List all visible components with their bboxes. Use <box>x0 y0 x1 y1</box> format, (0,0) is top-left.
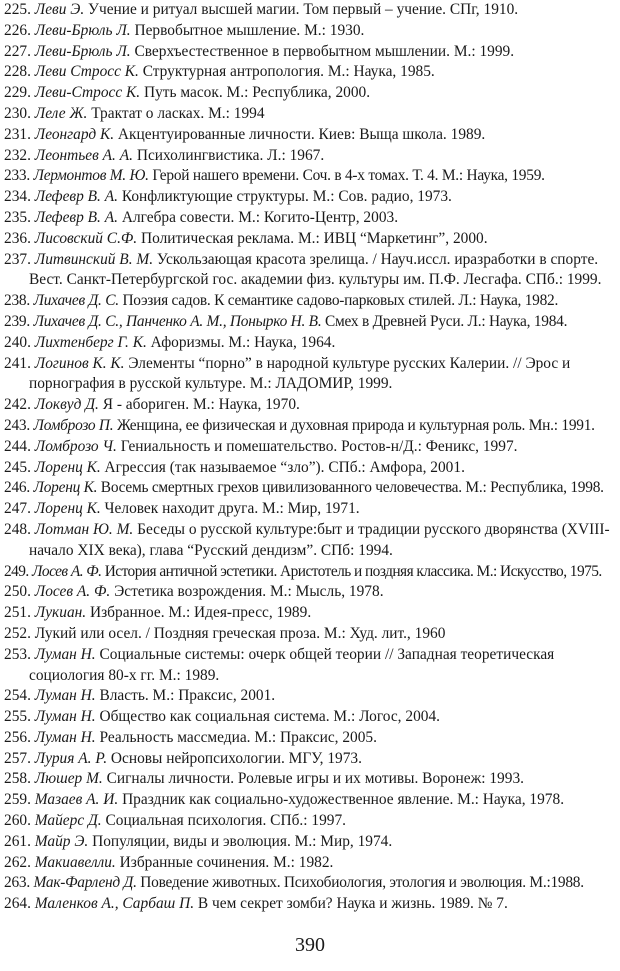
reference-author: Лихтенберг Г. К. <box>34 333 147 351</box>
reference-number: 234. <box>4 188 31 206</box>
reference-author: Луман Н. <box>34 645 96 663</box>
reference-entry <box>4 686 618 707</box>
reference-text: Власть. М.: Праксис, 2001. <box>95 687 276 705</box>
reference-author: Лосев А. Ф. <box>34 583 111 601</box>
reference-author: Литвинский В. М. <box>34 250 154 268</box>
reference-number: 253. <box>4 645 31 663</box>
reference-number: 242. <box>4 396 31 414</box>
reference-entry <box>4 250 618 292</box>
reference-text: Социальная психология. СПб.: 1997. <box>101 812 346 830</box>
reference-entry <box>4 146 618 167</box>
reference-text: Восемь смертных грехов цивилизованного человечества. М.: Республика, 1998. <box>97 479 604 497</box>
reference-text: Трактат о ласках. М.: 1994 <box>87 104 265 122</box>
reference-entry <box>4 166 618 187</box>
page-number: 390 <box>295 934 325 956</box>
reference-text: Герой нашего времени. Соч. в 4-х томах. Т. 4. М.: Наука, 1959. <box>148 167 545 185</box>
reference-author: Леви Э. <box>34 1 85 18</box>
reference-number: 226. <box>4 21 31 39</box>
reference-author: Лефевр В. А. <box>34 208 118 226</box>
reference-text: Поведение животных. Психобиология, этология и эволюция. М.:1988. <box>136 874 584 892</box>
reference-author: Луман Н. <box>34 728 96 746</box>
reference-author: Майерс Д. <box>34 812 102 830</box>
reference-author: Лермонтов М. Ю. <box>33 167 149 185</box>
reference-number: 262. <box>4 853 31 871</box>
reference-entry <box>4 749 618 770</box>
reference-text: Поэзия садов. К семантике садово-парковых стилей. Л.: Наука, 1982. <box>118 292 559 310</box>
reference-entry <box>4 42 618 63</box>
reference-number: 259. <box>4 791 31 809</box>
reference-text: Структурная антропология. М.: Наука, 1985. <box>138 63 435 81</box>
reference-entry <box>4 811 618 832</box>
reference-number: 240. <box>4 333 31 351</box>
reference-number: 256. <box>4 728 31 746</box>
reference-text: Афоризмы. М.: Наука, 1964. <box>146 333 336 351</box>
reference-author: Люшер М. <box>34 770 103 788</box>
reference-entry <box>4 21 618 42</box>
reference-number: 248. <box>4 520 31 538</box>
reference-entry <box>4 562 618 583</box>
reference-author: Луман Н. <box>34 687 96 705</box>
reference-text: Учение и ритуал высшей магии. Том первый – учение. СПг, 1910. <box>84 1 519 18</box>
reference-text: Смех в Древней Руси. Л.: Наука, 1984. <box>321 312 568 330</box>
reference-text: Конфликтующие структуры. М.: Сов. радио, 1973. <box>118 188 452 206</box>
reference-number: 233. <box>4 167 30 185</box>
reference-entry <box>4 769 618 790</box>
reference-text: Гениальность и помешательство. Ростов-н/Д.: Феникс, 1997. <box>116 437 518 455</box>
reference-text: Основы нейропсихологии. МГУ, 1973. <box>107 749 362 767</box>
reference-text: В чем секрет зомби? Наука и жизнь. 1989. № 7. <box>194 895 508 913</box>
reference-entry <box>4 458 618 479</box>
reference-number: 241. <box>4 354 31 372</box>
reference-number: 252. <box>4 624 31 642</box>
reference-text: Элементы “порно” в народной культуре русских Калерии. // Эрос и порнография в русской культуре. М.: ЛАДОМИР, 1999. <box>29 354 571 393</box>
reference-author: Леви-Брюль Л. <box>34 21 131 39</box>
reference-author: Ломброзо П. <box>33 416 114 434</box>
reference-text: Сигналы личности. Ролевые игры и их мотивы. Воронеж: 1993. <box>102 770 524 788</box>
reference-text: Первобытное мышление. М.: 1930. <box>130 21 365 39</box>
reference-entry <box>4 0 618 21</box>
reference-number: 258. <box>4 770 31 788</box>
reference-number: 250. <box>4 583 31 601</box>
reference-text: Путь масок. М.: Республика, 2000. <box>140 84 371 102</box>
reference-entry <box>4 83 618 104</box>
reference-number: 257. <box>4 749 31 767</box>
reference-author: Майр Э. <box>34 832 89 850</box>
reference-text: Ускользающая красота зрелища. / Науч.иссл. иразработки в спорте. Вест. Санкт-Петербургской гос. академии физ. культуры им. П.Ф. Лесгафа. СПб.: 1999. <box>29 250 602 289</box>
reference-number: 260. <box>4 812 31 830</box>
reference-entry <box>4 624 618 645</box>
reference-entry <box>4 603 618 624</box>
reference-text: Социальные системы: очерк общей теории // Западная теоретическая социология 80-х гг. М.: 1989. <box>29 645 555 684</box>
reference-author: Лоренц К. <box>34 458 101 476</box>
reference-number: 225. <box>4 1 31 18</box>
reference-number: 244. <box>4 437 31 455</box>
reference-number: 246. <box>4 479 30 497</box>
reference-author: Мак-Фарленд Д. <box>33 874 137 892</box>
reference-text: Общество как социальная система. М.: Логос, 2004. <box>95 708 441 726</box>
reference-entry <box>4 520 618 562</box>
reference-text: Популяции, виды и эволюция. М.: Мир, 1974. <box>88 832 393 850</box>
reference-author: Логинов К. К. <box>34 354 125 372</box>
reference-number: 247. <box>4 500 31 518</box>
reference-entry <box>4 62 618 83</box>
reference-author: Лоренц К. <box>34 500 101 518</box>
reference-author: Лосев А. Ф. <box>32 562 102 580</box>
reference-number: 230. <box>4 104 31 122</box>
reference-number: 227. <box>4 42 31 60</box>
reference-author: Ломброзо Ч. <box>34 437 117 455</box>
reference-entry <box>4 229 618 250</box>
reference-text: Сверхъестественное в первобытном мышлении. М.: 1999. <box>130 42 515 60</box>
reference-entry <box>4 790 618 811</box>
reference-text: Человек находит друга. М.: Мир, 1971. <box>100 500 360 518</box>
reference-number: 239. <box>4 312 30 330</box>
reference-entry <box>4 354 618 396</box>
reference-entry <box>4 104 618 125</box>
reference-entry <box>4 187 618 208</box>
reference-number: 238. <box>4 292 30 310</box>
reference-author: Луман Н. <box>34 708 96 726</box>
reference-entry <box>4 437 618 458</box>
reference-text: Избранное. М.: Идея-пресс, 1989. <box>86 604 312 622</box>
reference-text: Политическая реклама. М.: ИВЦ “Маркетинг”, 2000. <box>137 229 488 247</box>
reference-entry <box>4 728 618 749</box>
reference-author: Леонгард К. <box>34 125 115 143</box>
reference-number: 255. <box>4 708 31 726</box>
reference-text: Лукий или осел. / Поздняя греческая проза. М.: Худ. лит., 1960 <box>34 624 446 642</box>
reference-text: Реальность массмедиа. М.: Праксис, 2005. <box>95 728 377 746</box>
reference-entry <box>4 416 618 437</box>
reference-text: Праздник как социально-художественное явление. М.: Наука, 1978. <box>118 791 565 809</box>
reference-author: Маленков А., Сарбаш П. <box>34 895 195 913</box>
reference-number: 231. <box>4 125 31 143</box>
reference-entry <box>4 645 618 687</box>
reference-author: Лефевр В. А. <box>34 188 118 206</box>
reference-entry <box>4 707 618 728</box>
reference-author: Лихачев Д. С. <box>33 292 119 310</box>
reference-entry <box>4 208 618 229</box>
reference-number: 263. <box>4 874 30 892</box>
reference-author: Макиавелли. <box>34 853 116 871</box>
reference-number: 249. <box>4 562 29 580</box>
reference-author: Лотман Ю. М. <box>34 520 134 538</box>
reference-author: Леви-Стросс К. <box>34 84 141 102</box>
reference-text: Избранные сочинения. М.: 1982. <box>115 853 334 871</box>
reference-entry <box>4 395 618 416</box>
reference-entry <box>4 291 618 312</box>
reference-number: 251. <box>4 604 31 622</box>
reference-text: Акцентуированные личности. Киев: Выща школа. 1989. <box>114 125 486 143</box>
reference-number: 232. <box>4 146 31 164</box>
reference-entry <box>4 582 618 603</box>
reference-author: Лоренц К. <box>33 479 98 497</box>
reference-number: 229. <box>4 84 31 102</box>
reference-number: 254. <box>4 687 31 705</box>
reference-entry <box>4 894 618 915</box>
reference-number: 237. <box>4 250 31 268</box>
reference-author: Лисовский С.Ф. <box>34 229 138 247</box>
reference-author: Леле Ж. <box>34 104 88 122</box>
reference-author: Лихачев Д. С., Панченко А. М., Понырко Н. В. <box>33 312 322 330</box>
reference-number: 261. <box>4 832 31 850</box>
reference-author: Лурия А. Р. <box>34 749 108 767</box>
reference-text: Женщина, ее физическая и духовная природа и культурная роль. Мн.: 1991. <box>113 416 595 434</box>
reference-text: Агрессия (так называемое “зло”). СПб.: Амфора, 2001. <box>100 458 465 476</box>
reference-author: Лукиан. <box>34 604 87 622</box>
reference-entry <box>4 333 618 354</box>
reference-number: 245. <box>4 458 31 476</box>
reference-number: 236. <box>4 229 31 247</box>
reference-entry <box>4 125 618 146</box>
reference-text: Я - абориген. М.: Наука, 1970. <box>98 396 300 414</box>
reference-author: Локвуд Д. <box>34 396 99 414</box>
reference-text: Беседы о русской культуре:быт и традиции русского дворянства (XVIII-начало XIX века), глава “Русский дендизм”. СПб: 1994. <box>29 520 610 559</box>
reference-number: 235. <box>4 208 31 226</box>
reference-text: Психолингвистика. Л.: 1967. <box>133 146 325 164</box>
reference-author: Леонтьев А. А. <box>34 146 134 164</box>
reference-number: 264. <box>4 895 31 913</box>
reference-author: Леви-Брюль Л. <box>34 42 131 60</box>
reference-entry <box>4 853 618 874</box>
reference-number: 243. <box>4 416 30 434</box>
reference-text: Алгебра совести. М.: Когито-Центр, 2003. <box>118 208 399 226</box>
reference-author: Леви Стросс К. <box>34 63 139 81</box>
reference-number: 228. <box>4 63 31 81</box>
bibliography-list <box>4 0 618 915</box>
reference-text: История античной эстетики. Аристотель и поздняя классика. М.: Искусство, 1975. <box>101 562 602 580</box>
reference-entry <box>4 499 618 520</box>
reference-entry <box>4 312 618 333</box>
reference-entry <box>4 478 618 499</box>
reference-entry <box>4 832 618 853</box>
reference-text: Эстетика возрождения. М.: Мысль, 1978. <box>110 583 384 601</box>
reference-entry <box>4 873 618 894</box>
reference-author: Мазаев А. И. <box>34 791 119 809</box>
